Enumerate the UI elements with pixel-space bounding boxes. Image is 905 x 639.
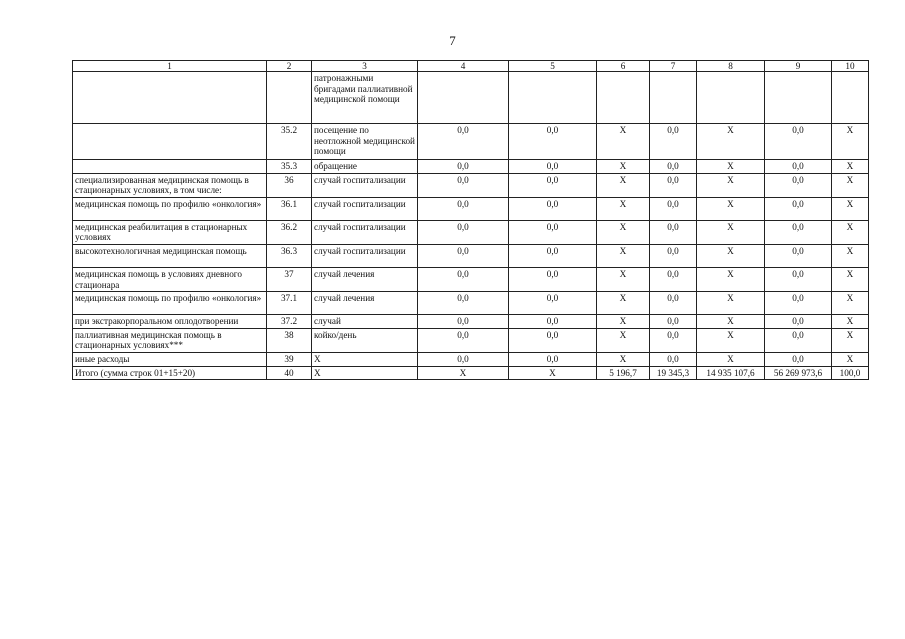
cell-col-8: X — [697, 352, 765, 366]
cell-col-9: 0,0 — [765, 160, 832, 174]
cell-col-2: 36.1 — [267, 197, 312, 220]
cell-col-1: медицинская помощь по профилю «онкология» — [73, 197, 267, 220]
cell-col-9: 0,0 — [765, 352, 832, 366]
table-row — [73, 220, 869, 244]
cell-col-6: X — [597, 292, 650, 315]
cell-col-5: 0,0 — [509, 328, 597, 352]
cell-col-4: 0,0 — [418, 315, 509, 329]
cell-col-10: X — [832, 173, 869, 197]
cell-col-5 — [509, 72, 597, 124]
cell-col-2: 38 — [267, 328, 312, 352]
table-row — [73, 124, 869, 160]
cell-col-5: 0,0 — [509, 124, 597, 160]
cell-col-2: 39 — [267, 352, 312, 366]
header-cell-9: 9 — [765, 61, 832, 72]
cell-col-9: 0,0 — [765, 315, 832, 329]
cell-col-9: 0,0 — [765, 124, 832, 160]
cell-col-7: 0,0 — [650, 352, 697, 366]
cell-col-10: X — [832, 315, 869, 329]
cell-col-10: X — [832, 352, 869, 366]
cell-col-6: X — [597, 244, 650, 267]
cell-col-10: X — [832, 197, 869, 220]
cell-col-8: X — [697, 160, 765, 174]
cell-col-7: 0,0 — [650, 173, 697, 197]
cell-col-4: 0,0 — [418, 328, 509, 352]
cell-col-10: X — [832, 124, 869, 160]
cell-col-6: X — [597, 197, 650, 220]
cell-col-10: X — [832, 328, 869, 352]
page-number: 7 — [449, 33, 456, 48]
cell-col-9: 0,0 — [765, 197, 832, 220]
cell-col-6: X — [597, 124, 650, 160]
cell-col-8: X — [697, 315, 765, 329]
header-cell-1: 1 — [73, 61, 267, 72]
cell-col-9: 0,0 — [765, 173, 832, 197]
cell-col-8: 14 935 107,6 — [697, 366, 765, 380]
header-cell-2: 2 — [267, 61, 312, 72]
cell-col-3: обращение — [312, 160, 418, 174]
cell-col-3: патронажными бригадами паллиативной медицинской помощи — [312, 72, 418, 124]
cell-col-2: 40 — [267, 366, 312, 380]
cell-col-9 — [765, 72, 832, 124]
cell-col-3: случай госпитализации — [312, 173, 418, 197]
cell-col-4: X — [418, 366, 509, 380]
cell-col-3: случай лечения — [312, 267, 418, 291]
cell-col-5: 0,0 — [509, 244, 597, 267]
table-row — [73, 328, 869, 352]
cell-col-5: 0,0 — [509, 173, 597, 197]
cell-col-7: 0,0 — [650, 315, 697, 329]
cell-col-5: 0,0 — [509, 160, 597, 174]
cell-col-3: посещение по неотложной медицинской помощи — [312, 124, 418, 160]
cell-col-1 — [73, 72, 267, 124]
cell-col-1: Итого (сумма строк 01+15+20) — [73, 366, 267, 380]
cell-col-10: X — [832, 267, 869, 291]
cell-col-6: X — [597, 160, 650, 174]
cell-col-4 — [418, 72, 509, 124]
table-row — [73, 267, 869, 291]
cell-col-8 — [697, 72, 765, 124]
cell-col-3: X — [312, 366, 418, 380]
cell-col-1 — [73, 124, 267, 160]
cell-col-10: X — [832, 292, 869, 315]
header-cell-10: 10 — [832, 61, 869, 72]
cell-col-1 — [73, 160, 267, 174]
cell-col-6: X — [597, 352, 650, 366]
cell-col-5: 0,0 — [509, 292, 597, 315]
table-row — [73, 173, 869, 197]
cell-col-5: 0,0 — [509, 197, 597, 220]
cell-col-5: 0,0 — [509, 220, 597, 244]
cell-col-1: при экстракорпоральном оплодотворении — [73, 315, 267, 329]
header-cell-5: 5 — [509, 61, 597, 72]
table-row — [73, 366, 869, 380]
cell-col-3: случай — [312, 315, 418, 329]
cell-col-4: 0,0 — [418, 267, 509, 291]
cell-col-10: X — [832, 244, 869, 267]
cell-col-9: 56 269 973,6 — [765, 366, 832, 380]
cell-col-4: 0,0 — [418, 220, 509, 244]
cell-col-4: 0,0 — [418, 197, 509, 220]
cell-col-3: X — [312, 352, 418, 366]
cell-col-2: 37 — [267, 267, 312, 291]
cell-col-6: X — [597, 173, 650, 197]
financial-table — [72, 60, 869, 380]
cell-col-6 — [597, 72, 650, 124]
cell-col-7: 0,0 — [650, 244, 697, 267]
table-row — [73, 292, 869, 315]
cell-col-2: 35.2 — [267, 124, 312, 160]
cell-col-6: X — [597, 267, 650, 291]
cell-col-1: медицинская реабилитация в стационарных условиях — [73, 220, 267, 244]
cell-col-8: X — [697, 220, 765, 244]
cell-col-4: 0,0 — [418, 244, 509, 267]
cell-col-6: 5 196,7 — [597, 366, 650, 380]
cell-col-1: высокотехнологичная медицинская помощь — [73, 244, 267, 267]
cell-col-8: X — [697, 292, 765, 315]
cell-col-6: X — [597, 328, 650, 352]
cell-col-8: X — [697, 267, 765, 291]
cell-col-7: 0,0 — [650, 267, 697, 291]
cell-col-7: 0,0 — [650, 160, 697, 174]
cell-col-5: X — [509, 366, 597, 380]
cell-col-5: 0,0 — [509, 315, 597, 329]
table-row — [73, 160, 869, 174]
cell-col-10: X — [832, 220, 869, 244]
table-body — [73, 61, 869, 380]
header-cell-8: 8 — [697, 61, 765, 72]
table-row — [73, 72, 869, 124]
cell-col-1: паллиативная медицинская помощь в стационарных условиях*** — [73, 328, 267, 352]
table-row — [73, 315, 869, 329]
cell-col-2: 37.2 — [267, 315, 312, 329]
cell-col-2: 37.1 — [267, 292, 312, 315]
cell-col-2: 36 — [267, 173, 312, 197]
cell-col-3: случай госпитализации — [312, 197, 418, 220]
table-row — [73, 244, 869, 267]
cell-col-1: медицинская помощь в условиях дневного стационара — [73, 267, 267, 291]
cell-col-3: случай госпитализации — [312, 220, 418, 244]
cell-col-5: 0,0 — [509, 267, 597, 291]
cell-col-2: 36.3 — [267, 244, 312, 267]
cell-col-8: X — [697, 124, 765, 160]
cell-col-3: койко/день — [312, 328, 418, 352]
header-cell-4: 4 — [418, 61, 509, 72]
cell-col-8: X — [697, 197, 765, 220]
cell-col-3: случай лечения — [312, 292, 418, 315]
cell-col-4: 0,0 — [418, 352, 509, 366]
cell-col-8: X — [697, 328, 765, 352]
cell-col-7 — [650, 72, 697, 124]
cell-col-9: 0,0 — [765, 292, 832, 315]
cell-col-4: 0,0 — [418, 292, 509, 315]
cell-col-1: иные расходы — [73, 352, 267, 366]
cell-col-10: X — [832, 160, 869, 174]
cell-col-6: X — [597, 315, 650, 329]
cell-col-7: 0,0 — [650, 220, 697, 244]
cell-col-9: 0,0 — [765, 328, 832, 352]
cell-col-2 — [267, 72, 312, 124]
cell-col-8: X — [697, 173, 765, 197]
header-cell-6: 6 — [597, 61, 650, 72]
cell-col-2: 35.3 — [267, 160, 312, 174]
cell-col-9: 0,0 — [765, 267, 832, 291]
cell-col-9: 0,0 — [765, 244, 832, 267]
cell-col-9: 0,0 — [765, 220, 832, 244]
cell-col-4: 0,0 — [418, 173, 509, 197]
cell-col-2: 36.2 — [267, 220, 312, 244]
cell-col-3: случай госпитализации — [312, 244, 418, 267]
cell-col-4: 0,0 — [418, 160, 509, 174]
cell-col-1: медицинская помощь по профилю «онкология» — [73, 292, 267, 315]
cell-col-10: 100,0 — [832, 366, 869, 380]
cell-col-8: X — [697, 244, 765, 267]
cell-col-7: 0,0 — [650, 124, 697, 160]
cell-col-5: 0,0 — [509, 352, 597, 366]
cell-col-7: 0,0 — [650, 328, 697, 352]
header-row — [73, 61, 869, 72]
cell-col-7: 19 345,3 — [650, 366, 697, 380]
cell-col-4: 0,0 — [418, 124, 509, 160]
cell-col-6: X — [597, 220, 650, 244]
cell-col-10 — [832, 72, 869, 124]
header-cell-3: 3 — [312, 61, 418, 72]
cell-col-1: специализированная медицинская помощь в стационарных условиях, в том числе: — [73, 173, 267, 197]
table-row — [73, 352, 869, 366]
header-cell-7: 7 — [650, 61, 697, 72]
cell-col-7: 0,0 — [650, 292, 697, 315]
table-row — [73, 197, 869, 220]
cell-col-7: 0,0 — [650, 197, 697, 220]
